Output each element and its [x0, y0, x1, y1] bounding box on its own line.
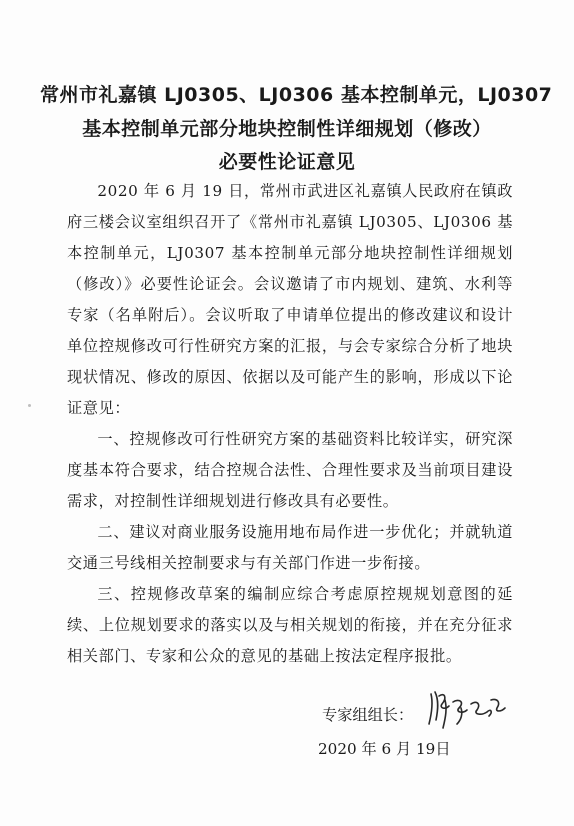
- signature-label: 专家组组长：: [322, 706, 414, 724]
- paragraph-opinion-1: 一、控规修改可行性研究方案的基础资料比较详实，研究深度基本符合要求，结合控规合法性、合理性要求及当前项目建设需求，对控制性详细规划进行修改具有必要性。: [67, 430, 513, 510]
- paragraph-intro: 2020 年 6 月 19 日，常州市武进区礼嘉镇人民政府在镇政府三楼会议室组织召开了《常州市礼嘉镇 LJ0305、LJ0306 基本控制单元，LJ0307 基本控制单元部分地块控制性详细规划（修改）》必要性论证会。会议邀请了市内规划、建筑、水利等专家（名单附后）。会议听取了申请单位提出的修改建议和设计单位控规修改可行性研究方案的汇报，与会专家综合分析了地块现状情况、修改的原因、依据以及可能产生的影响，形成以下论证意见：: [67, 182, 513, 417]
- paragraph-opinion-2: 二、建议对商业服务设施用地布局作进一步优化；并就轨道交通三号线相关控制要求与有关部门作进一步衔接。: [67, 523, 513, 572]
- document-title-line-2: 基本控制单元部分地块控制性详细规划（修改）: [82, 118, 492, 140]
- scan-speck: [28, 404, 31, 407]
- document-title-line-3: 必要性论证意见: [218, 151, 356, 173]
- paragraph-opinion-3: 三、控规修改草案的编制应综合考虑原控规规划意图的延续、上位规划要求的落实以及与相关规划的衔接，并在充分征求相关部门、专家和公众的意见的基础上按法定程序报批。: [67, 585, 513, 665]
- document-body: [67, 176, 513, 672]
- handwritten-signature: [425, 686, 510, 732]
- signature-date: 2020 年 6 月 19日: [318, 740, 451, 758]
- document-title-line-1: 常州市礼嘉镇 LJ0305、LJ0306 基本控制单元，LJ0307: [40, 84, 553, 106]
